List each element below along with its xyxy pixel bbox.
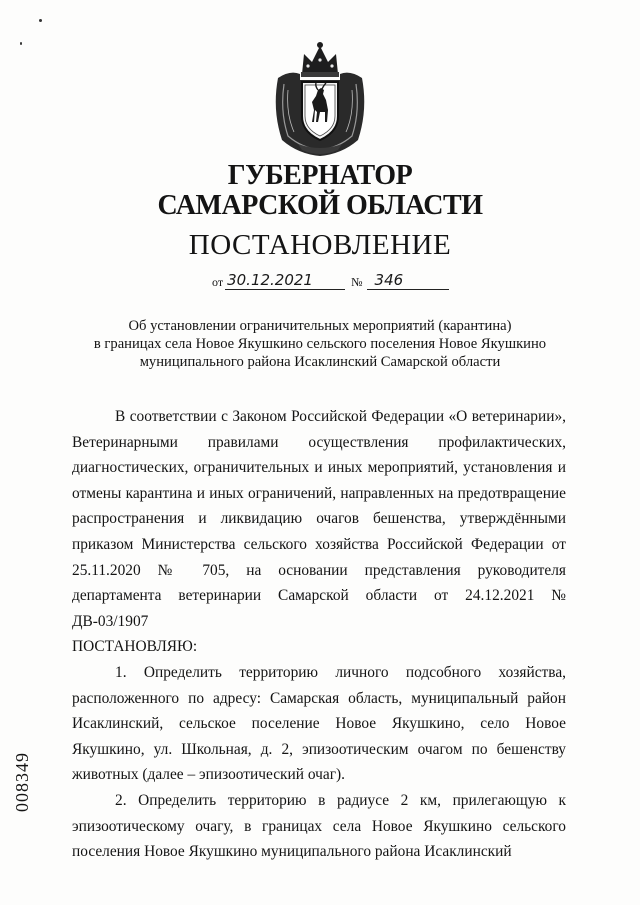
subject-line: муниципального района Исаклинский Самарской области [139,354,501,370]
resolve-keyword: ПОСТАНОВЛЯЮ: [72,638,198,656]
date-value: 30.12.2021 [225,271,345,290]
number-label: № [351,275,363,289]
document-meta [212,268,449,290]
preamble-paragraph: В соответствии с Законом Российской Федерации «О ветеринарии», Ветеринарными правилами осуществления профилактических, диагностических, ограничительных и иных мероприятий, установления и отмены карантина и иных ограничений, направленных на предотвращение распространения и ликвидацию очагов бешенства, утверждёнными приказом Министерства сельского хозяйства Российской Федерации от 25.11.2020 № 705, на основании представления руководителя департамента ветеринарии Самарской области от 24.12.2021 № ДВ-03/1907 [72,408,566,630]
document-subject [60,317,580,371]
date-label: от [212,275,224,289]
clause-paragraph: 1. Определить территорию личного подсобного хозяйства, расположенного по адресу: Самарская область, муниципальный район Исаклинский, сельское поселение Новое Якушкино, село Новое Якушкино, ул. Школьная, д. 2, эпизоотическим очагом по бешенству животных (далее – эпизоотический очаг). [72,663,566,784]
clause-paragraph: 2. Определить территорию в радиусе 2 км, прилегающую к эпизоотическому очагу, в границах села Новое Якушкино сельского поселения Новое Якушкино муниципального района Исаклинский [72,791,566,861]
document-body [72,404,566,865]
authority-title-line2: САМАРСКОЙ ОБЛАСТИ [157,190,483,221]
document-type-title: ПОСТАНОВЛЕНИЕ [188,229,452,261]
samara-coat-of-arms-icon [268,40,372,158]
scan-speck [39,19,42,22]
scan-speck [20,42,22,45]
subject-line: Об установлении ограничительных мероприятий (карантина) [128,318,512,334]
number-value: 346 [367,271,449,290]
margin-serial-number: 008349 [12,752,32,812]
authority-title-line1: ГУБЕРНАТОР [227,160,413,191]
subject-line: в границах села Новое Якушкино сельского поселения Новое Якушкино [93,336,547,352]
